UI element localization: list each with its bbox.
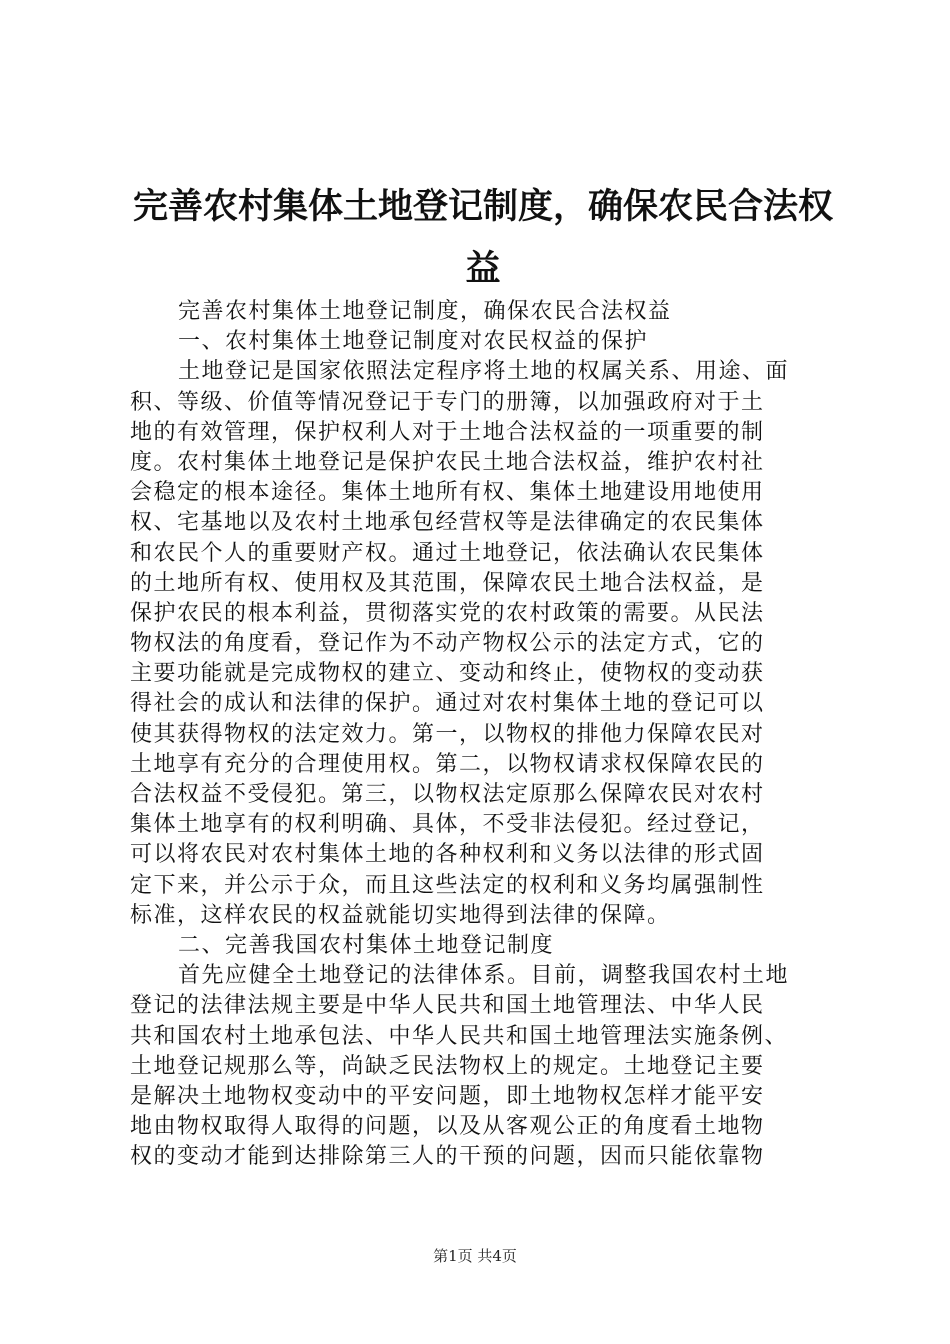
text-line: 合法权益不受侵犯。第三，以物权法定原那么保障农民对农村 bbox=[130, 782, 765, 807]
text-line: 主要功能就是完成物权的建立、变动和终止，使物权的变动获 bbox=[130, 661, 765, 687]
text-line: 会稳定的根本途径。集体土地所有权、集体土地建设用地使用 bbox=[130, 480, 765, 506]
text-line: 地由物权取得人取得的问题，以及从客观公正的角度看土地物 bbox=[130, 1114, 765, 1140]
text-line: 是解决土地物权变动中的平安问题，即土地物权怎样才能平安 bbox=[130, 1083, 765, 1109]
title-line-2: 益 bbox=[465, 249, 501, 289]
text-line: 首先应健全土地登记的法律体系。目前，调整我国农村土地 bbox=[178, 963, 790, 989]
text-line: 使其获得物权的法定效力。第一，以物权的排他力保障农民对 bbox=[130, 721, 765, 747]
text-line: 标准，这样农民的权益就能切实地得到法律的保障。 bbox=[130, 902, 671, 928]
text-line: 定下来，并公示于众，而且这些法定的权利和义务均属强制性 bbox=[130, 872, 765, 898]
text-line: 保护农民的根本利益，贯彻落实党的农村政策的需要。从民法 bbox=[130, 600, 765, 626]
text-line: 的土地所有权、使用权及其范围，保障农民土地合法权益，是 bbox=[130, 570, 765, 596]
text-line: 土地登记是国家依照法定程序将土地的权属关系、用途、面 bbox=[178, 359, 790, 385]
text-line: 权的变动才能到达排除第三人的干预的问题，因而只能依靠物 bbox=[130, 1144, 765, 1170]
text-line: 物权法的角度看，登记作为不动产物权公示的法定方式，它的 bbox=[130, 631, 765, 657]
document-title bbox=[118, 176, 848, 300]
text-line: 土地登记规那么等，尚缺乏民法物权上的规定。土地登记主要 bbox=[130, 1053, 765, 1079]
text-line: 一、农村集体土地登记制度对农民权益的保护 bbox=[178, 329, 649, 355]
text-line: 土地享有充分的合理使用权。第二，以物权请求权保障农民的 bbox=[130, 751, 765, 777]
text-line: 度。农村集体土地登记是保护农民土地合法权益，维护农村社 bbox=[130, 449, 765, 475]
text-line: 得社会的成认和法律的保护。通过对农村集体土地的登记可以 bbox=[130, 691, 765, 717]
text-line: 地的有效管理，保护权利人对于土地合法权益的一项重要的制 bbox=[130, 419, 765, 445]
text-line: 积、等级、价值等情况登记于专门的册簿，以加强政府对于土 bbox=[130, 389, 765, 415]
page-footer: 第1页 共4页 bbox=[433, 1247, 517, 1265]
document-body bbox=[130, 297, 830, 1172]
text-line: 完善农村集体土地登记制度，确保农民合法权益 bbox=[178, 299, 672, 324]
text-line: 集体土地享有的权利明确、具体，不受非法侵犯。经过登记， bbox=[130, 812, 765, 838]
text-line: 和农民个人的重要财产权。通过土地登记，依法确认农民集体 bbox=[130, 540, 765, 566]
text-line: 可以将农民对农村集体土地的各种权利和义务以法律的形式固 bbox=[130, 842, 765, 868]
text-line: 登记的法律法规主要是中华人民共和国土地管理法、中华人民 bbox=[130, 993, 765, 1019]
text-line: 共和国农村土地承包法、中华人民共和国土地管理法实施条例、 bbox=[130, 1023, 789, 1049]
text-line: 二、完善我国农村集体土地登记制度 bbox=[178, 932, 555, 958]
text-line: 权、宅基地以及农村土地承包经营权等是法律确定的农民集体 bbox=[130, 510, 765, 536]
title-line-1: 完善农村集体土地登记制度，确保农民合法权 bbox=[132, 187, 833, 227]
